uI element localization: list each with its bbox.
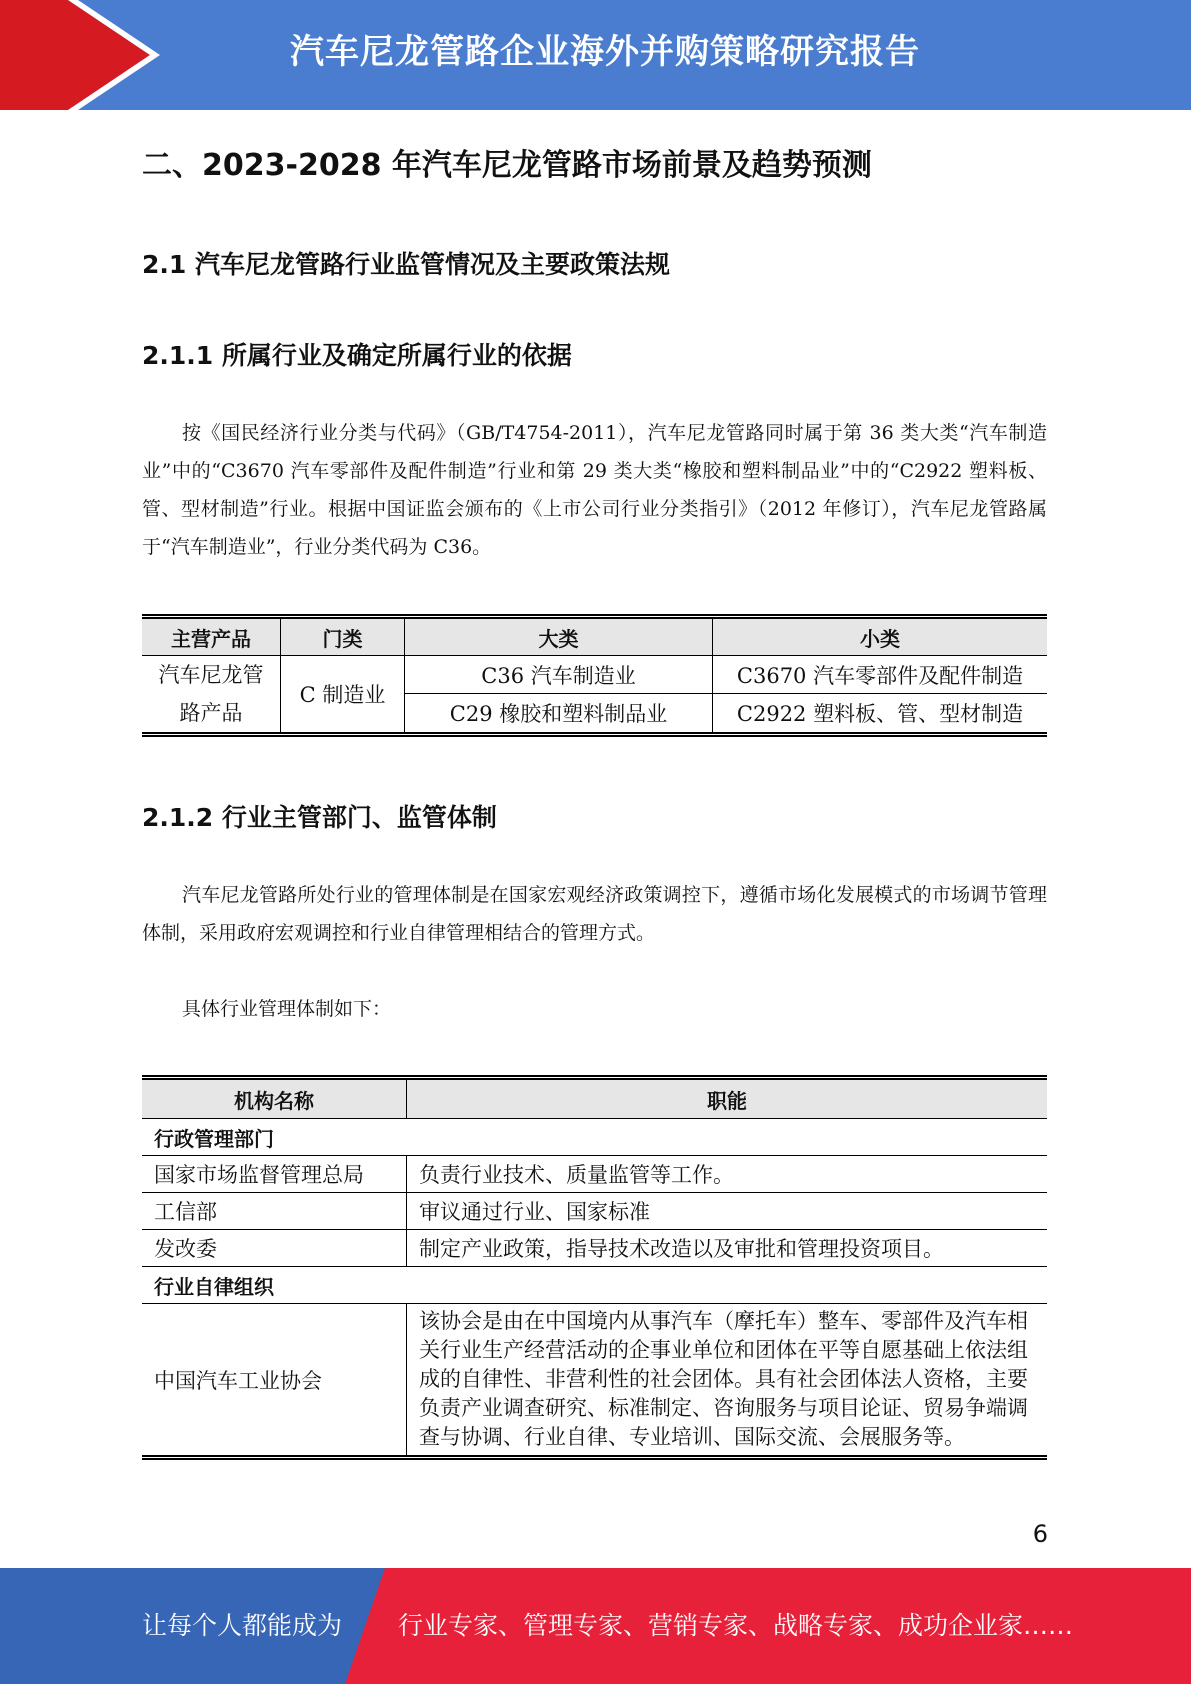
duty-cell: 制定产业政策，指导技术改造以及审批和管理投资项目。 bbox=[407, 1230, 1048, 1267]
product-cell: 汽车尼龙管路产品 bbox=[142, 656, 281, 735]
regulator-table bbox=[142, 1075, 1047, 1460]
header-cell: 主营产品 bbox=[142, 617, 281, 656]
table-header-row bbox=[142, 617, 1047, 656]
header-cell: 大类 bbox=[405, 617, 713, 656]
classification-table bbox=[142, 614, 1047, 737]
duty-cell: 该协会是由在中国境内从事汽车（摩托车）整车、零部件及汽车相关行业生产经营活动的企事业单位和团体在平等自愿基础上依法组成的自律性、非营利性的社会团体。具有社会团体法人资格，主要负责产业调查研究、标准制定、咨询服务与项目论证、贸易争端调查与协调、行业自律、专业培训、国际交流、会展服务等。 bbox=[407, 1304, 1048, 1458]
group-row bbox=[142, 1267, 1047, 1304]
org-name-cell: 国家市场监督管理总局 bbox=[142, 1156, 407, 1193]
footer-slogan-left: 让每个人都能成为 bbox=[142, 1611, 343, 1640]
page-number: 6 bbox=[1032, 1520, 1048, 1548]
subsubsection-heading-1: 2.1.1 所属行业及确定所属行业的依据 bbox=[142, 341, 572, 370]
table-row bbox=[142, 1193, 1047, 1230]
table-row bbox=[142, 1304, 1047, 1458]
section-heading: 二、2023-2028 年汽车尼龙管路市场前景及趋势预测 bbox=[142, 148, 872, 183]
paragraph-intro: 具体行业管理体制如下： bbox=[182, 998, 392, 1020]
subsubsection-heading-2: 2.1.2 行业主管部门、监管体制 bbox=[142, 803, 497, 832]
minor-class-cell: C3670 汽车零部件及配件制造 bbox=[713, 656, 1048, 694]
major-class-cell: C36 汽车制造业 bbox=[405, 656, 713, 694]
group-row bbox=[142, 1119, 1047, 1156]
category-cell: C 制造业 bbox=[281, 656, 405, 735]
duty-cell: 负责行业技术、质量监管等工作。 bbox=[407, 1156, 1048, 1193]
major-class-cell: C29 橡胶和塑料制品业 bbox=[405, 694, 713, 735]
paragraph-industry-basis: 按《国民经济行业分类与代码》（GB/T4754-2011），汽车尼龙管路同时属于第 36 类大类“汽车制造业”中的“C3670 汽车零部件及配件制造”行业和第 29 类大类“橡胶和塑料制品业”中的“C2922 塑料板、管、型材制造”行业。根据中国证监会颁布的《上市公司行业分类指引》（2012 年修订），汽车尼龙管路属于“汽车制造业”，行业分类代码为 C36。 bbox=[142, 422, 1047, 558]
subsection-heading: 2.1 汽车尼龙管路行业监管情况及主要政策法规 bbox=[142, 250, 670, 279]
org-name-cell: 中国汽车工业协会 bbox=[142, 1304, 407, 1458]
group-label: 行政管理部门 bbox=[142, 1119, 1047, 1156]
table-header-row bbox=[142, 1078, 1047, 1119]
footer-banner bbox=[0, 1568, 1191, 1684]
table-row bbox=[142, 656, 1047, 694]
header-banner bbox=[0, 0, 1191, 110]
org-name-cell: 发改委 bbox=[142, 1230, 407, 1267]
header-cell: 机构名称 bbox=[142, 1078, 407, 1119]
header-cell: 职能 bbox=[407, 1078, 1048, 1119]
paragraph-management-system: 汽车尼龙管路所处行业的管理体制是在国家宏观经济政策调控下，遵循市场化发展模式的市场调节管理体制，采用政府宏观调控和行业自律管理相结合的管理方式。 bbox=[142, 884, 1047, 944]
duty-cell: 审议通过行业、国家标准 bbox=[407, 1193, 1048, 1230]
org-name-cell: 工信部 bbox=[142, 1193, 407, 1230]
report-title: 汽车尼龙管路企业海外并购策略研究报告 bbox=[290, 32, 920, 72]
table-row bbox=[142, 1230, 1047, 1267]
footer-slogan-right: 行业专家、管理专家、营销专家、战略专家、成功企业家…… bbox=[398, 1611, 1074, 1640]
header-cell: 小类 bbox=[713, 617, 1048, 656]
group-label: 行业自律组织 bbox=[142, 1267, 1047, 1304]
table-row bbox=[142, 1156, 1047, 1193]
arrow-decoration bbox=[0, 0, 150, 110]
header-cell: 门类 bbox=[281, 617, 405, 656]
minor-class-cell: C2922 塑料板、管、型材制造 bbox=[713, 694, 1048, 735]
